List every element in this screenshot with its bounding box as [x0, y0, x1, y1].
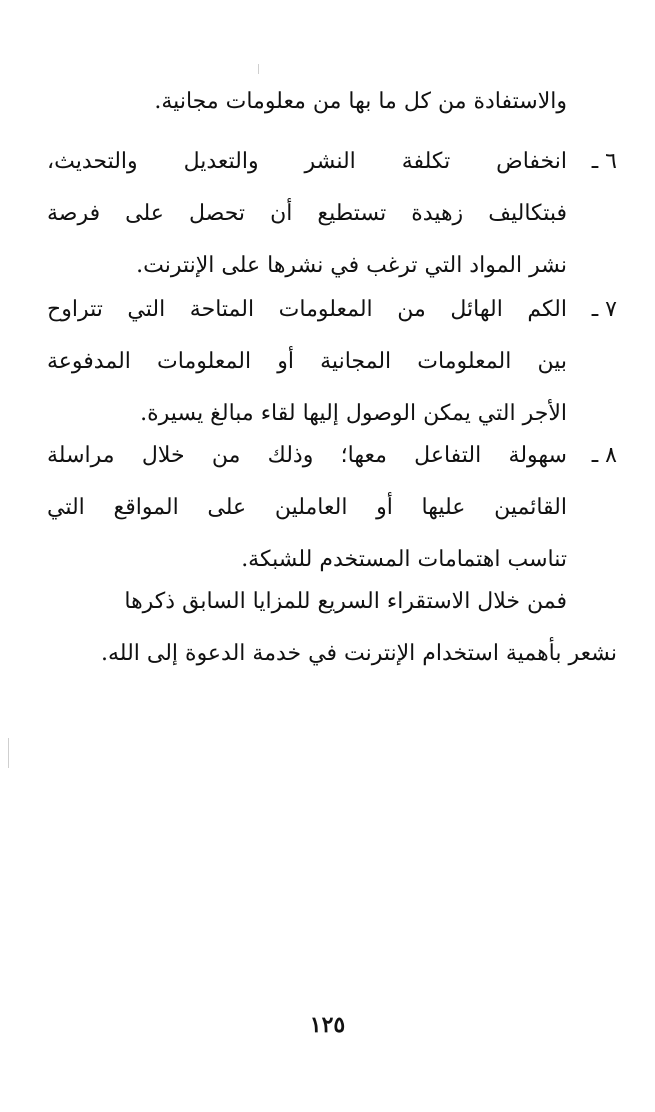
- list-item-body: [47, 284, 567, 440]
- list-item-line: بين المعلومات المجانية أو المعلومات المدفوعة: [47, 349, 567, 374]
- list-item-number: ٦ ـ: [591, 149, 617, 174]
- list-item-line: فبتكاليف زهيدة تستطيع أن تحصل على فرصة: [47, 201, 567, 226]
- list-item-number: ٧ ـ: [591, 297, 617, 322]
- list-item-line: سهولة التفاعل معها؛ وذلك من خلال مراسلة: [47, 443, 567, 468]
- list-item-line: الأجر التي يمكن الوصول إليها لقاء مبالغ يسيرة.: [140, 401, 567, 426]
- conclusion-line: فمن خلال الاستقراء السريع للمزايا السابق ذكرها: [124, 589, 567, 614]
- list-item-line: نشر المواد التي ترغب في نشرها على الإنترنت.: [136, 253, 567, 278]
- list-item-line: الكم الهائل من المعلومات المتاحة التي تتراوح: [47, 297, 567, 322]
- list-item-line: القائمين عليها أو العاملين على المواقع التي: [47, 495, 567, 520]
- list-item-7: [37, 284, 617, 440]
- list-item-body: [47, 430, 567, 586]
- conclusion-paragraph: [37, 576, 617, 680]
- list-item-body: [47, 136, 567, 292]
- list-item-line: تناسب اهتمامات المستخدم للشبكة.: [241, 547, 567, 572]
- intro-paragraph: [97, 76, 617, 128]
- scan-mark: [258, 64, 259, 74]
- scan-mark: [8, 738, 9, 768]
- list-item-number: ٨ ـ: [591, 443, 617, 468]
- list-item-8: [37, 430, 617, 586]
- page-number: ١٢٥: [309, 1012, 346, 1038]
- list-item-6: [37, 136, 617, 292]
- list-item-line: انخفاض تكلفة النشر والتعديل والتحديث،: [47, 149, 567, 174]
- intro-line: والاستفادة من كل ما بها من معلومات مجانية.: [154, 89, 567, 114]
- conclusion-line: نشعر بأهمية استخدام الإنترنت في خدمة الدعوة إلى الله.: [101, 641, 617, 666]
